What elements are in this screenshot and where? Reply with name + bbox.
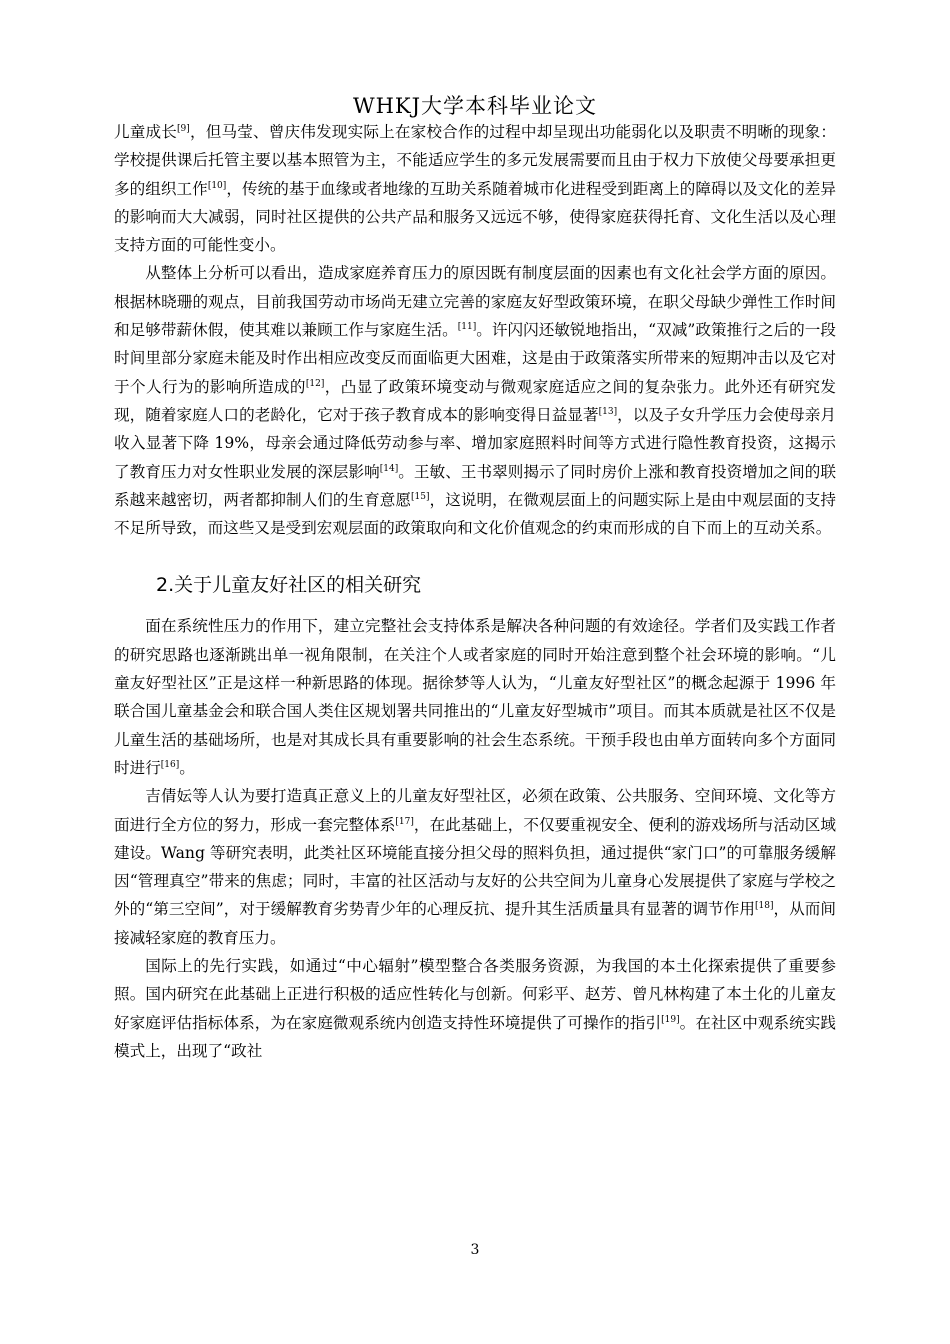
- text-run: ，传统的基于血缘或者地缘的互助关系随着城市化进程受到距离上的障碍以及文化的差异的影响而大大减弱，同时社区提供的公共产品和服务又远远不够，使得家庭获得托育、文化生活以及心理支持方面的可能性变小。: [114, 179, 836, 255]
- text-run: 吉倩妘等人认为要打造真正意义上的儿童友好型社区，必须在政策、公共服务、空间环境、文化等方面进行全方位的努力，形成一套完整体系: [114, 787, 836, 834]
- citation: [17]: [395, 816, 414, 827]
- citation: [19]: [661, 1014, 680, 1025]
- page-number: 3: [470, 1242, 480, 1258]
- text-run: 。: [179, 758, 195, 777]
- citation: [16]: [160, 759, 180, 770]
- text-run: 从整体上分析可以看出，造成家庭养育压力的原因既有制度层面的因素也有文化社会学方面的原因。根据林晓珊的观点，目前我国劳动市场尚无建立完善的家庭友好型政策环境，在职父母缺少弹性工作时间和足够带薪休假，使其难以兼顾工作与家庭生活。: [114, 264, 836, 340]
- text-run: ，但马莹、曾庆伟发现实际上在家校合作的过程中却呈现出功能弱化以及职责不明晰的现象：学校提供课后托管主要以基本照管为主，不能适应学生的多元发展需要而且由于权力下放使父母要承担更多的组织工作: [114, 123, 836, 198]
- text-run: ，在此基础上，不仅要重视安全、便利的游戏场所与活动区域建设。Wang 等研究表明，此类社区环境能直接分担父母的照料负担，通过提供“家门口”的可靠服务缓解因“管理真空”带来的焦虑；同时，丰富的社区活动与友好的公共空间为儿童身心发展提供了家庭与学校之外的“第三空间”，对于缓解教育劣势青少年的心理反抗、提升其生活质量具有显著的调节作用: [114, 815, 836, 919]
- paragraph: [114, 782, 836, 952]
- text-run: ，以及子女升学压力会使母亲月收入显著下降 19%，母亲会通过降低劳动参与率、增加家庭照料时间等方式进行隐性教育投资，这揭示了教育压力对女性职业发展的深层影响: [114, 405, 836, 481]
- text-run: ，从而间接减轻家庭的教育压力。: [114, 900, 836, 947]
- section-heading: 2.关于儿童友好社区的相关研究: [156, 574, 422, 597]
- text-run: 。在社区中观系统实践模式上，出现了“政社: [114, 1013, 836, 1060]
- paragraph: [114, 259, 836, 542]
- running-header: WHKJ大学本科毕业论文: [352, 94, 597, 118]
- paragraph: [114, 612, 836, 782]
- citation: [12]: [305, 378, 325, 389]
- text-run: 儿童成长: [114, 123, 178, 141]
- text-run: 国际上的先行实践，如通过“中心辐射”模型整合各类服务资源，为我国的本土化探索提供了重要参照。国内研究在此基础上正进行积极的适应性转化与创新。何彩平、赵芳、曾凡林构建了本土化的儿童友好家庭评估指标体系，为在家庭微观系统内创造支持性环境提供了可操作的指引: [114, 957, 836, 1032]
- text-run: ，这说明，在微观层面上的问题实际上是由中观层面的支持不足所导致，而这些又是受到宏观层面的政策取向和文化价值观念的约束而形成的自下而上的互动关系。: [114, 490, 836, 538]
- body-text: [114, 118, 836, 1065]
- paragraph-continued: [114, 118, 836, 259]
- citation: [14]: [379, 463, 399, 474]
- citation: [9]: [177, 124, 190, 134]
- citation: [10]: [207, 180, 227, 191]
- citation: [18]: [755, 901, 774, 912]
- text-run: 。王敏、王书翠则揭示了同时房价上涨和教育投资增加之间的联系越来越密切，两者都抑制人们的生育意愿: [114, 462, 836, 509]
- text-run: 面在系统性压力的作用下，建立完整社会支持体系是解决各种问题的有效途径。学者们及实践工作者的研究思路也逐渐跳出单一视角限制，在关注个人或者家庭的同时开始注意到整个社会环境的影响。“儿童友好型社区”正是这样一种新思路的体现。据徐梦等人认为，“儿童友好型社区”的概念起源于 1996 年联合国儿童基金会和联合国人类住区规划署共同推出的“儿童友好型城市”项目。而其本质就是社区不仅是儿童生活的基础场所，也是对其成长具有重要影响的社会生态系统。干预手段也由单方面转向多个方面同时进行: [114, 617, 836, 777]
- citation: [15]: [411, 491, 430, 502]
- citation: [11]: [457, 322, 477, 333]
- text-run: ，凸显了政策环境变动与微观家庭适应之间的复杂张力。此外还有研究发现，随着家庭人口的老龄化，它对于孩子教育成本的影响变得日益显著: [114, 377, 836, 424]
- citation: [13]: [598, 406, 618, 417]
- text-run: 。许闪闪还敏锐地指出，“双减”政策推行之后的一段时间里部分家庭未能及时作出相应改变反而面临更大困难，这是由于政策落实所带来的短期冲击以及它对于个人行为的影响所造成的: [114, 321, 836, 396]
- paragraph: [114, 952, 836, 1065]
